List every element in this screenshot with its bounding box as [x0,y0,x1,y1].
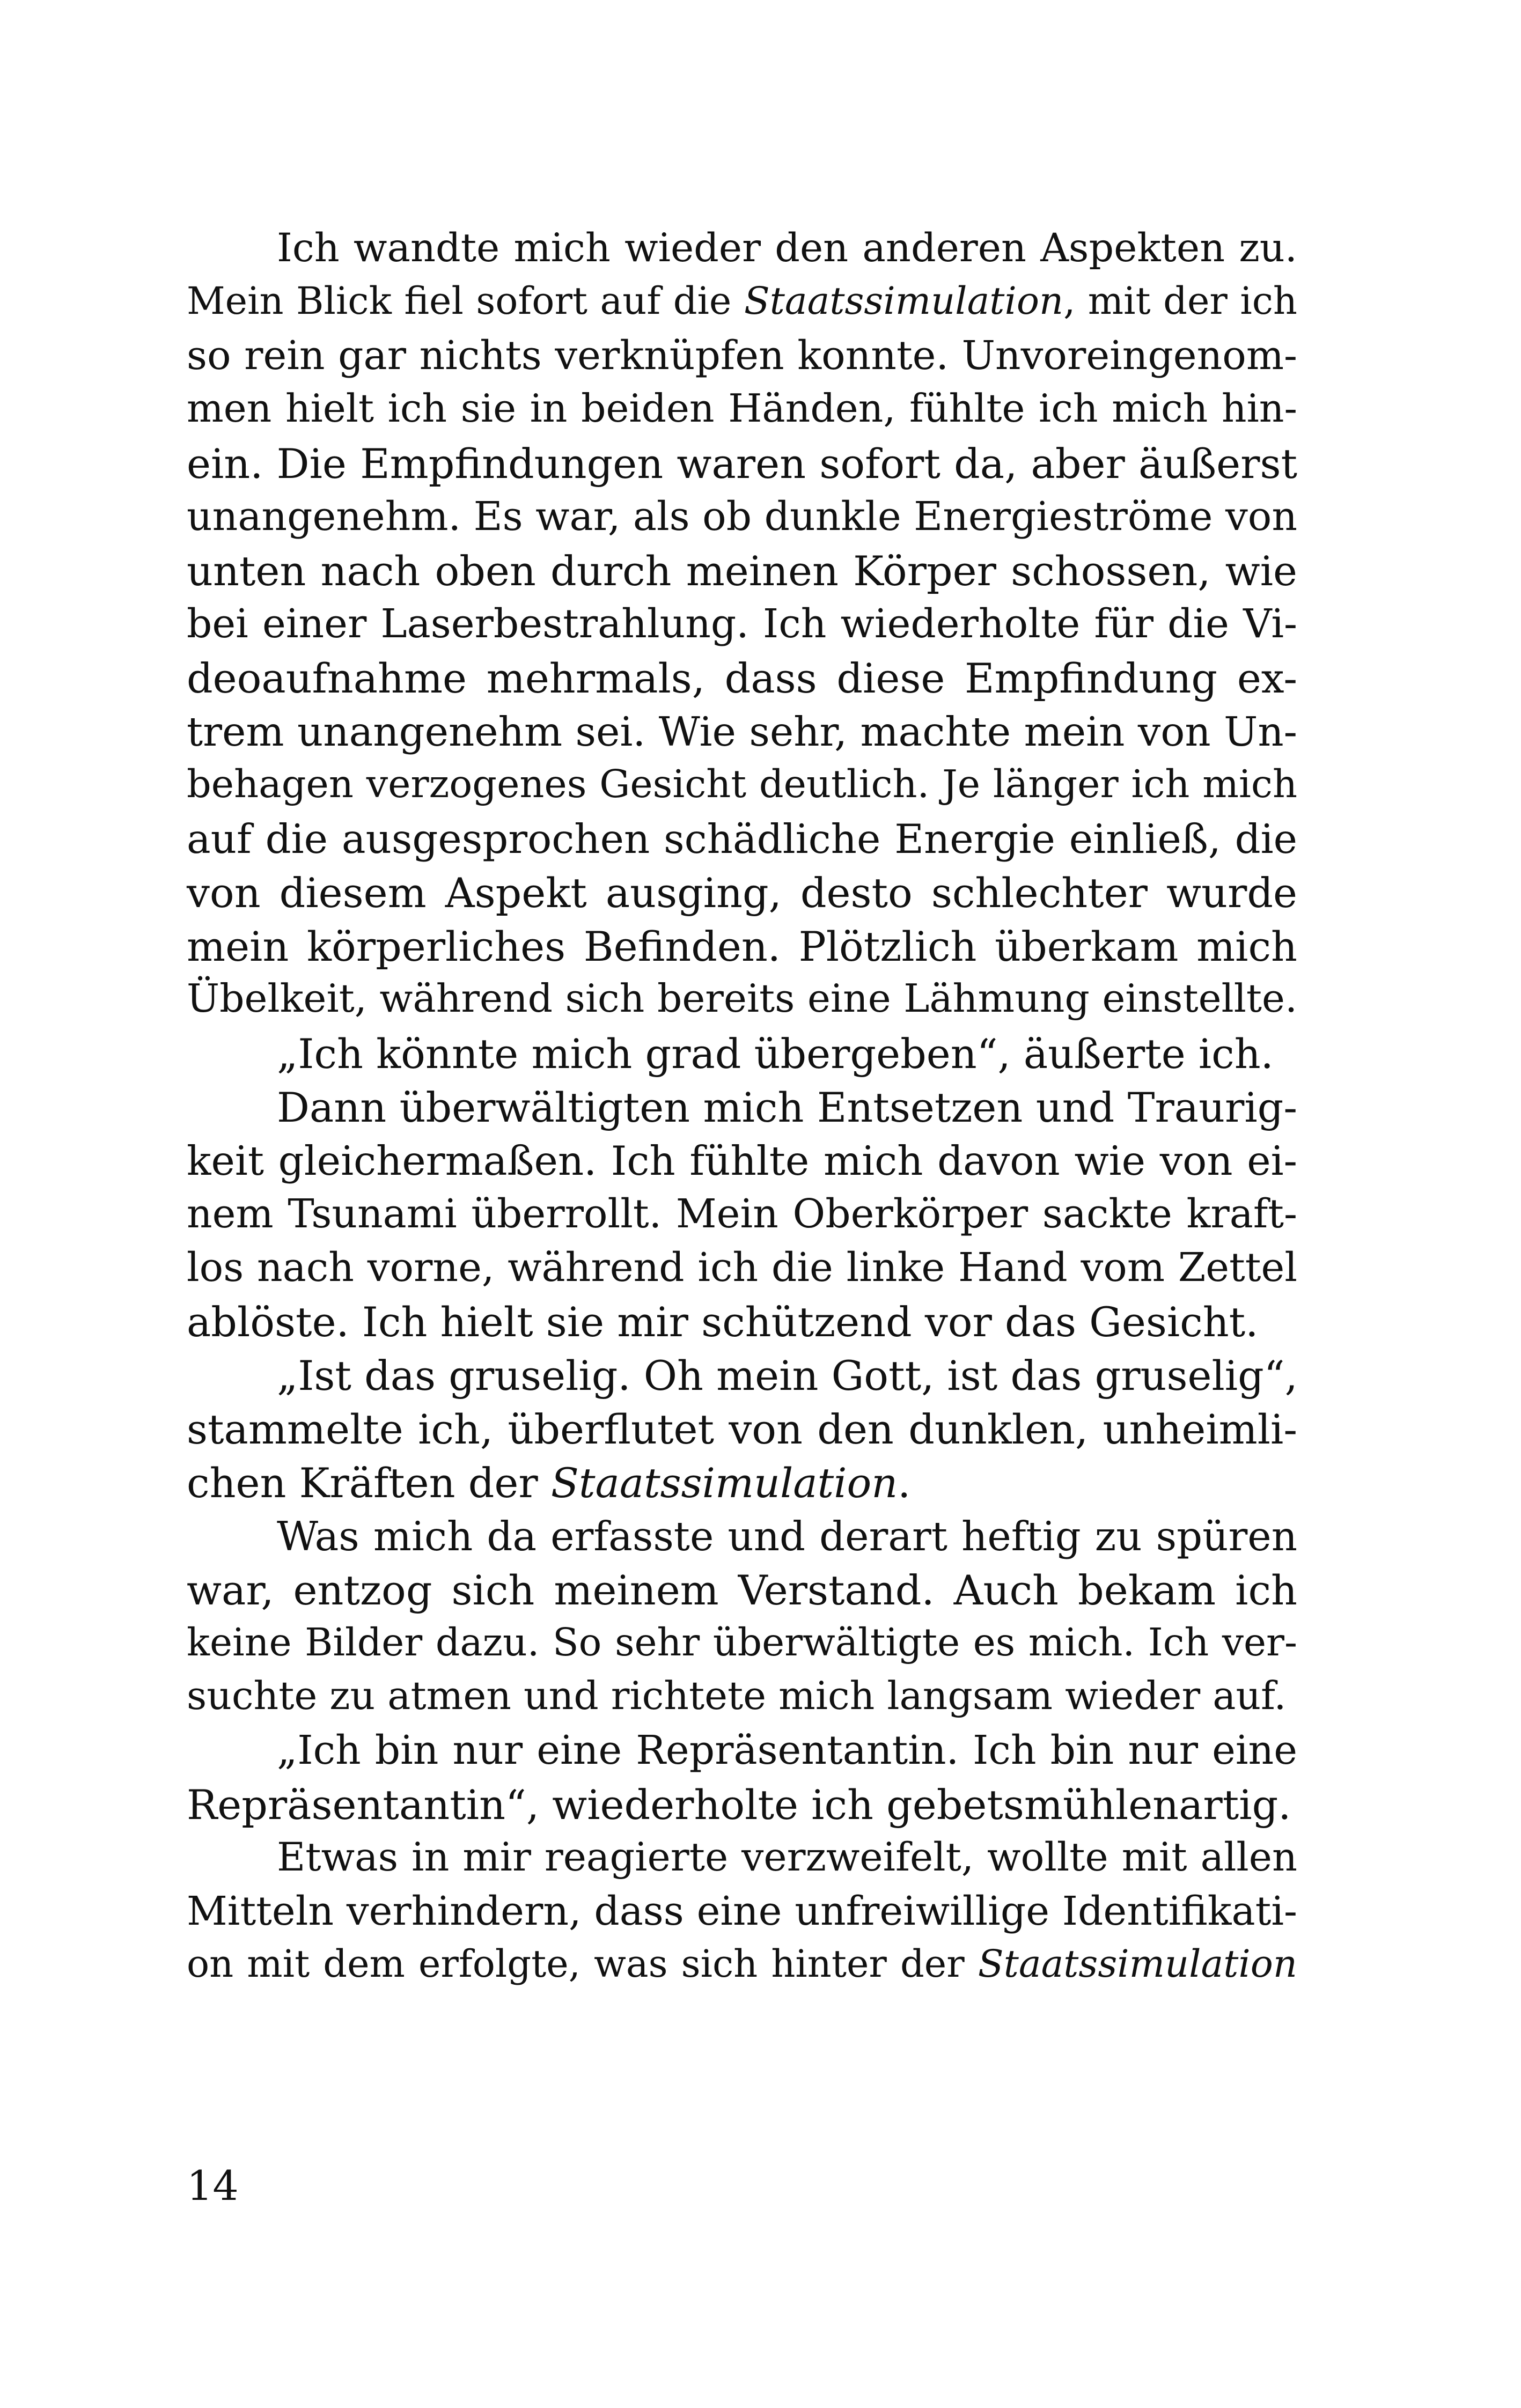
text-line: bei einer Laserbestrahlung. Ich wiederholte für die Vi- [187,601,1297,647]
text-line: deoaufnahme mehrmals, dass diese Empfindung ex- [187,654,1297,702]
text-line: nem Tsunami überrollt. Mein Oberkörper sackte kraft- [187,1191,1297,1237]
text-line: stammelte ich, überflutet von den dunklen, unheimli- [187,1405,1297,1453]
text-line: suchte zu atmen und richtete mich langsam wieder auf. [187,1674,1287,1719]
text-line: „Ich bin nur eine Repräsentantin. Ich bin nur eine [277,1727,1297,1773]
text-line: Dann überwältigten mich Entsetzen und Traurig- [277,1084,1297,1131]
text-line: „Ist das gruselig. Oh mein Gott, ist das gruselig“, [277,1352,1298,1400]
text-line: chen Kräften der Staatssimulation. [187,1459,911,1507]
text-line: auf die ausgesprochen schädliche Energie einließ, die [187,815,1297,863]
text-line: von diesem Aspekt ausging, desto schlechter wurde [187,869,1297,917]
text-line: on mit dem erfolgte, was sich hinter der Staatssimulation [187,1942,1297,1986]
italic-term: Staatssimulation [744,279,1064,323]
text-line: „Ich könnte mich grad übergeben“, äußerte ich. [277,1030,1274,1078]
text-line: keine Bilder dazu. So sehr überwältigte es mich. Ich ver- [187,1620,1297,1665]
text-line: ablöste. Ich hielt sie mir schützend vor das Gesicht. [187,1298,1259,1346]
text-line: unangenehm. Es war, als ob dunkle Energieströme von [187,494,1297,540]
text-line: trem unangenehm sei. Wie sehr, machte mein von Un- [187,708,1297,755]
text-line: Mein Blick fiel sofort auf die Staatssimulation, mit der ich [187,279,1297,323]
text-line: los nach vorne, während ich die linke Hand vom Zettel [187,1244,1297,1291]
italic-term: Staatssimulation [550,1459,898,1507]
text-line: war, entzog sich meinem Verstand. Auch bekam ich [187,1566,1297,1614]
text-line: men hielt ich sie in beiden Händen, fühlte ich mich hin- [187,386,1297,431]
text-line: mein körperliches Befinden. Plötzlich überkam mich [187,923,1297,970]
text-line: ein. Die Empfindungen waren sofort da, aber äußerst [187,440,1297,488]
text-line: unten nach oben durch meinen Körper schossen, wie [187,547,1297,595]
text-line: Übelkeit, während sich bereits eine Lähmung einstellte. [187,976,1297,1021]
text-line: keit gleichermaßen. Ich fühlte mich davon wie von ei- [187,1137,1297,1184]
text-line: Ich wandte mich wieder den anderen Aspekten zu. [277,225,1297,271]
text-line: so rein gar nichts verknüpfen konnte. Unvoreingenom- [187,333,1297,379]
text-line: Etwas in mir reagierte verzweifelt, wollte mit allen [277,1835,1297,1880]
text-line: Mitteln verhindern, dass eine unfreiwillige Identifikati- [187,1888,1297,1934]
page-number: 14 [187,2162,239,2210]
text-line: Repräsentantin“, wiederholte ich gebetsmühlenartig. [187,1781,1291,1829]
italic-term: Staatssimulation [978,1942,1297,1986]
text-line: behagen verzogenes Gesicht deutlich. Je länger ich mich [187,762,1297,806]
text-line: Was mich da erfasste und derart heftig zu spüren [277,1513,1297,1560]
